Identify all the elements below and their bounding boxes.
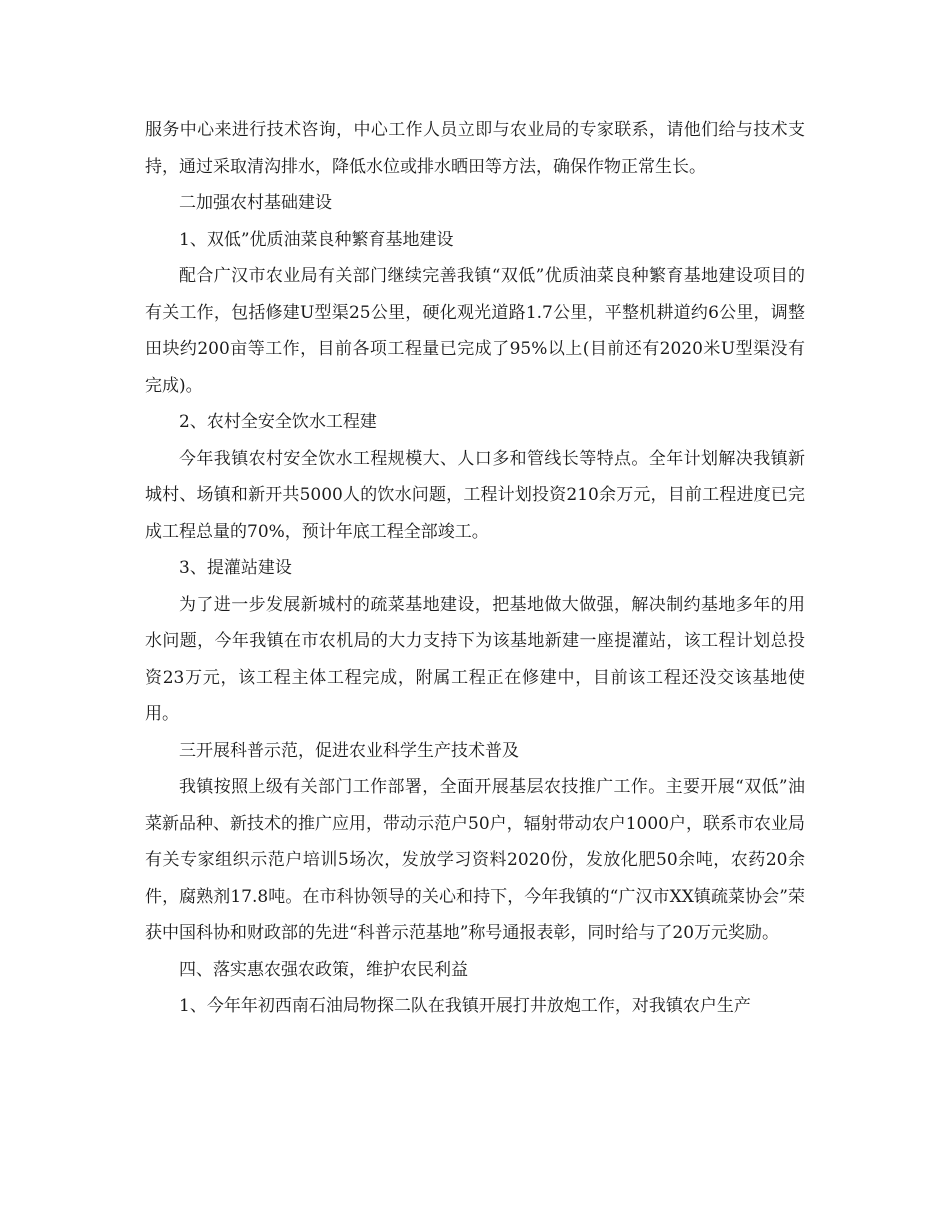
- paragraph-3: 我镇按照上级有关部门工作部署，全面开展基层农技推广工作。主要开展“双低”油菜新品种、新技术的推广应用，带动示范户50户，辐射带动农户1000户，联系市农业局有关专家组织示范户培训5场次，发放学习资料2020份，发放化肥50余吨，农药20余件，腐熟剂17.8吨。在市科协领导的关心和持下，今年我镇的“广汉市XX镇疏菜协会”荣获中国科协和财政部的先进“科普示范基地”称号通报表彰，同时给与了20万元奖励。: [145, 777, 805, 943]
- section-heading-3: 三开展科普示范，促进农业科学生产技术普及: [179, 740, 519, 761]
- paragraph-2-2: 今年我镇农村安全饮水工程规模大、人口多和管线长等特点。全年计划解决我镇新城村、场镇和新开共5000人的饮水问题，工程计划投资210余万元，目前工程进度已完成工程总量的70%，预计年底工程全部竣工。: [145, 448, 805, 542]
- section-heading-4: 四、落实惠农强农政策，维护农民利益: [179, 959, 468, 980]
- subheading-2-3: 3、提灌站建设: [179, 558, 292, 578]
- subheading-2-1: 1、双低”优质油菜良种繁育基地建设: [179, 229, 454, 250]
- paragraph-2-1: 配合广汉市农业局有关部门继续完善我镇“双低”优质油菜良种繁育基地建设项目的有关工作，包括修建U型渠25公里，硬化观光道路1.7公里，平整机耕道约6公里，调整田块约200亩等工作，目前各项工程量已完成了95%以上(目前还有2020米U型渠没有完成)。: [145, 266, 805, 396]
- document-body: [145, 112, 805, 1025]
- paragraph-continued: 服务中心来进行技术咨询，中心工作人员立即与农业局的专家联系，请他们给与技术支持，通过采取清沟排水，降低水位或排水晒田等方法，确保作物正常生长。: [145, 120, 805, 177]
- paragraph-2-3: 为了进一步发展新城村的疏菜基地建设，把基地做大做强，解决制约基地多年的用水问题，今年我镇在市农机局的大力支持下为该基地新建一座提灌站，该工程计划总投资23万元，该工程主体工程完成，附属工程正在修建中，目前该工程还没交该基地使用。: [145, 594, 805, 724]
- section-heading-2: 二加强农村基础建设: [179, 193, 332, 213]
- paragraph-4-1: 1、今年年初西南石油局物探二队在我镇开展打井放炮工作，对我镇农户生产: [179, 996, 751, 1016]
- subheading-2-2: 2、农村全安全饮水工程建: [179, 412, 377, 432]
